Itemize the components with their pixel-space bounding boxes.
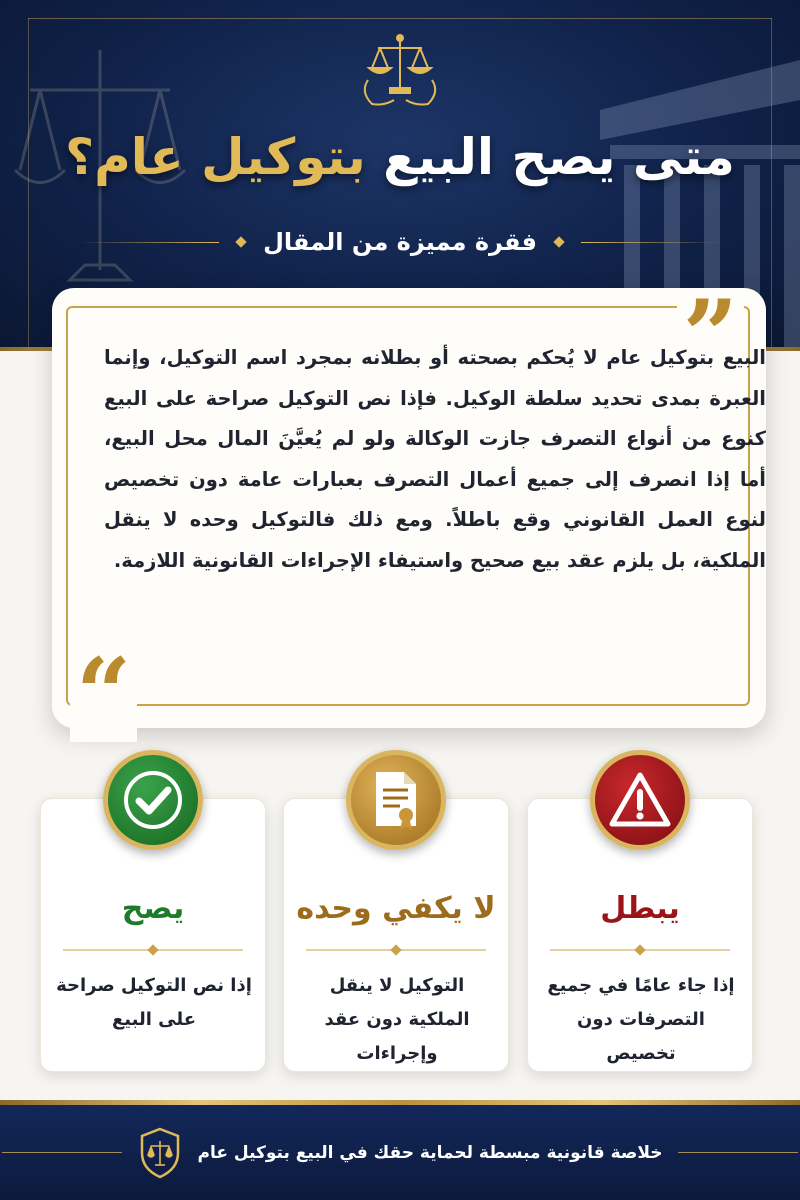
scales-of-justice-icon (350, 30, 450, 110)
footer-bar (0, 1105, 800, 1200)
divider-line (2, 1152, 122, 1153)
divider-line (581, 242, 721, 243)
check-icon (103, 750, 203, 850)
card-text: إذا جاء عامًا في جميع التصرفات دون تخصيص (547, 975, 735, 1064)
divider-line (79, 242, 219, 243)
card-text: التوكيل لا ينقل الملكية دون عقد وإجراءات (324, 975, 470, 1064)
quote-card (52, 279, 766, 750)
card-divider (63, 949, 243, 951)
card-text: إذا نص التوكيل صراحة على البيع (56, 975, 252, 1030)
quote-text: البيع بتوكيل عام لا يُحكم بصحته أو بطلانه بمجرد اسم التوكيل، وإنما العبرة بمدى تحديد سلطة الوكيل. فإذا نص التوكيل صراحة على البيع كنوع من أنواع التصرف جازت الوكالة ولو لم يُعيَّنَ المال محل البيع، أما إذا انصرف إلى جميع أعمال التصرف بعبارات عامة دون تخصيص لنوع العمل القانوني وقع باطلاً. ومع ذلك فالتوكيل وحده لا ينقل الملكية، بل يلزم عقد بيع صحيح واستيفاء الإجراءات القانونية اللازمة. (104, 346, 766, 572)
diamond-ornament-icon (235, 236, 246, 247)
footer-text: خلاصة قانونية مبسطة لحماية حقك في البيع بتوكيل عام (197, 1142, 663, 1163)
document-seal-icon (346, 750, 446, 850)
title-part-gold: بتوكيل عام؟ (65, 128, 366, 186)
card-title: لا يكفي وحده (296, 891, 496, 926)
summary-cards (40, 750, 760, 1080)
page-title (0, 128, 800, 186)
quote-open-icon: ” (677, 288, 744, 384)
diamond-ornament-icon (553, 236, 564, 247)
divider-line (678, 1152, 798, 1153)
card-title: يصح (121, 891, 185, 926)
frame-line (28, 18, 772, 19)
title-part-white: متى يصح البيع (383, 128, 735, 186)
shield-scales-icon (138, 1127, 182, 1179)
card-title: يبطل (600, 891, 680, 926)
page-subtitle: فقرة مميزة من المقال (263, 228, 537, 256)
warning-icon (590, 750, 690, 850)
quote-close-icon: “ (70, 646, 137, 742)
card-divider (550, 949, 730, 951)
card-divider (306, 949, 486, 951)
subtitle-row (0, 228, 800, 256)
